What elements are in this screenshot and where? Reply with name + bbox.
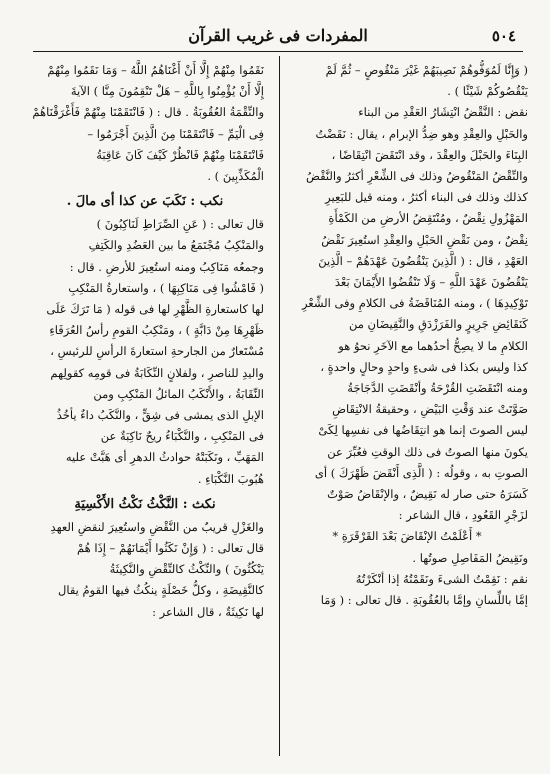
page-number: ٥٠٤	[491, 27, 516, 45]
text-line: والغَزْلِ قريبٌ من النَّقْضِ واستُعِيرَ لنقضِ العهدِ	[50, 519, 264, 534]
text-line: ( وَإِنَّا لَمُوَفُّوهُمْ نَصِيبَهُمْ غَيْرَ مَنْقُوصٍ – ثُمَّ لَمْ	[325, 63, 528, 77]
text-line: وجمعُه مَنَاكِبُ ومنه استُعِيرَ للأرضِ . قال :	[69, 259, 264, 274]
text-line: كذا وليس بكذا فى شىءٍ واحدٍ وحالٍ واحدةٍ ،	[320, 359, 528, 374]
page-header	[28, 24, 528, 50]
text-line: فَانْتَقَمْنَا مِنْهُمْ فَانْظُرْ كَيْفَ كَانَ عَاقِبَةُ	[96, 147, 264, 162]
text-line: الإبلِ الذى يمشى فى شِقٍّ ، والنَّكَبُ داءٌ يأخُذُ	[56, 408, 264, 423]
entry-heading-nakb: نكب : نَكَبَ عن كذا أى مالَ .	[66, 194, 224, 210]
text-line: والمَنْكِبُ مُجْتَمَعُ ما بين العَضُدِ والكَتِفِ	[88, 238, 264, 253]
text-line: واليدِ للناصرِ ، ولفلانٍ النِّكَابَةُ فى قومِه كقولِهم	[50, 365, 264, 380]
text-line: والنِّقْضُ المَنْقُوضُ وذلك فى الشِّعْرِ أكثرُ والنَّقْضُ	[306, 169, 528, 184]
text-line: يكونَ منها الصوتُ فى ذلك الوقتِ فعُبِّرَ عن	[327, 444, 528, 459]
text-line: نِقْضٌ ، ومن نَقْضِ الحَبْلِ والعِقْدِ استُعِيرَ نَقْضُ	[321, 232, 528, 247]
text-line: صَوَّتَتْ عند وَقْتِ البَيْضِ ، وحقيقةُ الانْتِقَاضِ	[332, 402, 528, 417]
text-line: ونَقِيضُ المَفَاصِلِ صوتُها .	[412, 550, 528, 565]
text-line: البِنَاءَ والحَبْلَ والعِقْدَ ، وقد انْتَقَضَ انْتِقَاضًا ،	[331, 147, 528, 162]
text-line: لزَجْرِ القَعُودِ ، قال الشاعر :	[398, 508, 528, 523]
text-line: كذلك وذلك فى البناء أكثرُ ، ومنه قيل للبَعِيرِ	[325, 190, 528, 205]
entry-naqm-line: نقم : نَقِمْتُ الشىءَ ونَقَمْتُهُ إذا أنْكَرْتُهُ	[355, 571, 528, 586]
text-line: فِى الْيَمِّ – فَانْتَقَمْنَا مِنَ الَّذِينَ أَجْرَمُوا –	[87, 126, 264, 141]
text-line: المَهْزُولِ نِقْضٌ ، ومُنْتَقِضُ الأرضِ من الكَمْأَةِ	[328, 211, 528, 226]
text-line: الصوتِ به ، وقولُه : ( الَّذِى أَنْقَضَ ظَهْرَكَ ) أى	[314, 465, 528, 480]
right-column	[286, 60, 528, 760]
header-rule	[33, 51, 523, 52]
text-line: لها نَكِيثَةٌ ، قال الشاعر :	[152, 604, 264, 619]
text-line: يَنْكُثُونَ ) والنِّكْثُ كالنِّقْضِ والنَّكِيثَةُ	[109, 562, 264, 577]
text-line: قال تعالى : ( عَنِ الصِّرَاطِ لَنَاكِبُونَ )	[96, 217, 264, 232]
text-line: الكلامِ ما لا يصِحُّ أحدُهما مع الآخَرِ نحوُ هو	[338, 338, 528, 353]
text-line: تَوْكِيدِهَا ) ، ومنه المُنَاقَضَةُ فى الكلامِ وفى الشِّعْرِ	[301, 296, 528, 311]
text-line: قال تعالى : ( وَإِنْ نَكَثُوا أَيْمَانَهُمْ – إِذَا هُمْ	[77, 541, 264, 556]
text-line: ( فَامْشُوا فِى مَنَاكِبِهَا ) ، واستعارةُ المَنْكِبِ	[68, 280, 264, 295]
text-line: إمَّا باللِّسانِ وإمَّا بالعُقُوبَةِ . قال تعالى : ( وَمَا	[320, 593, 528, 608]
text-line: يَنْقُصُوكُمْ شَيْئًا ) .	[447, 84, 528, 99]
text-line: هُبُوبَ النَّكْبَاءِ .	[197, 471, 264, 486]
text-line: كَنَقَائِضِ جَرِيرٍ والفَرَزْدَقِ والنَّقِيضَانِ من	[348, 317, 528, 332]
entry-naqd-line: نقض : النَّقْضُ انْتِشَارُ العَقْدِ من البناء	[358, 105, 528, 120]
text-line: نَقَمُوا مِنْهُمْ إِلَّا أَنْ أَغْنَاهُمُ اللَّهُ – وَمَا نَقَمُوا مِنْهُمْ	[47, 63, 264, 77]
text-line: يَنْقُضُونَ عَهْدَ اللَّهِ – وَلَا تَنْقُضُوا الأَيْمَانَ بَعْدَ	[334, 275, 528, 290]
running-title: المفردات فى غريب القرآن	[188, 26, 368, 45]
text-line: ليس الصوتَ إنما هو انتِقَاضُها فى نفسِها لِكَىْ	[318, 423, 528, 438]
text-line: كالنَّقِيضَةِ ، وكلُّ خَصْلَةٍ ينكُثُ فيها القومُ يقال	[57, 583, 264, 598]
column-divider	[279, 56, 280, 756]
text-line: إِلَّا أَنْ يُؤْمِنُوا بِاللَّهِ – هَلْ تَنْقِمُونَ مِنَّا ) الآيةَ	[70, 84, 264, 99]
text-line: كَسَرَهُ حتى صار له نَقِيضٌ ، والإنْقَاضُ صَوْتٌ	[327, 487, 528, 502]
text-line: ظَهْرِهَا مِنْ دَابَّةٍ ) ، ومَنْكِبُ القومِ رأسُ العُرَفَاءِ	[49, 323, 264, 338]
text-line: والحَبْلِ والعِقْدِ وهو ضِدُّ الإبرام ، يقال : نَقَضْتُ	[315, 126, 528, 141]
text-line: المَهَبِّ ، ونَكَبَتْهُ حوادثُ الدهرِ أى هَبَّتْ عليه	[65, 450, 264, 465]
verse-quote: * أَعْلَمْتُ الإنْقَاضَ بَعْدَ القَرْقَرَةِ *	[332, 529, 482, 544]
text-line: النِّقَابَةُ ، والأَنْكَبُ المائلُ المَنْكِبِ ومن	[93, 386, 264, 401]
left-column	[26, 60, 264, 760]
text-line: فى المَنْكِبِ ، والنَّكْبَاءُ ريحٌ نَاكِبَةٌ عن	[100, 429, 264, 444]
text-line: والنِّقْمَةُ العُقُوبَةُ . قال : ( فَانْتَقَمْنَا مِنْهُمْ فَأَغْرَقْنَاهُمْ	[32, 105, 264, 120]
text-line: مُسْتَعارٌ من الجارحةِ استعارةَ الرأسِ للرئيسِ ،	[50, 344, 264, 359]
text-line: لها كاستعارةِ الظَّهْرِ لها فى قوله ( مَا تَرَكَ عَلَى	[46, 302, 264, 317]
text-line: العَهْدِ ، قال : ( الَّذِينَ يَنْقُضُونَ عَهْدَهُمْ – الَّذِينَ	[318, 253, 528, 268]
entry-heading-nakth: نكث : النَّكْثُ نَكْثُ الأَكْسِيَةِ	[74, 496, 216, 512]
text-line: الْمُكَذِّبِينَ ) .	[207, 169, 264, 184]
text-line: ومنه انْتَقَضَتِ القُرْحَةُ وأنْقَضَتِ الدَّجَاجَةُ	[347, 381, 528, 396]
